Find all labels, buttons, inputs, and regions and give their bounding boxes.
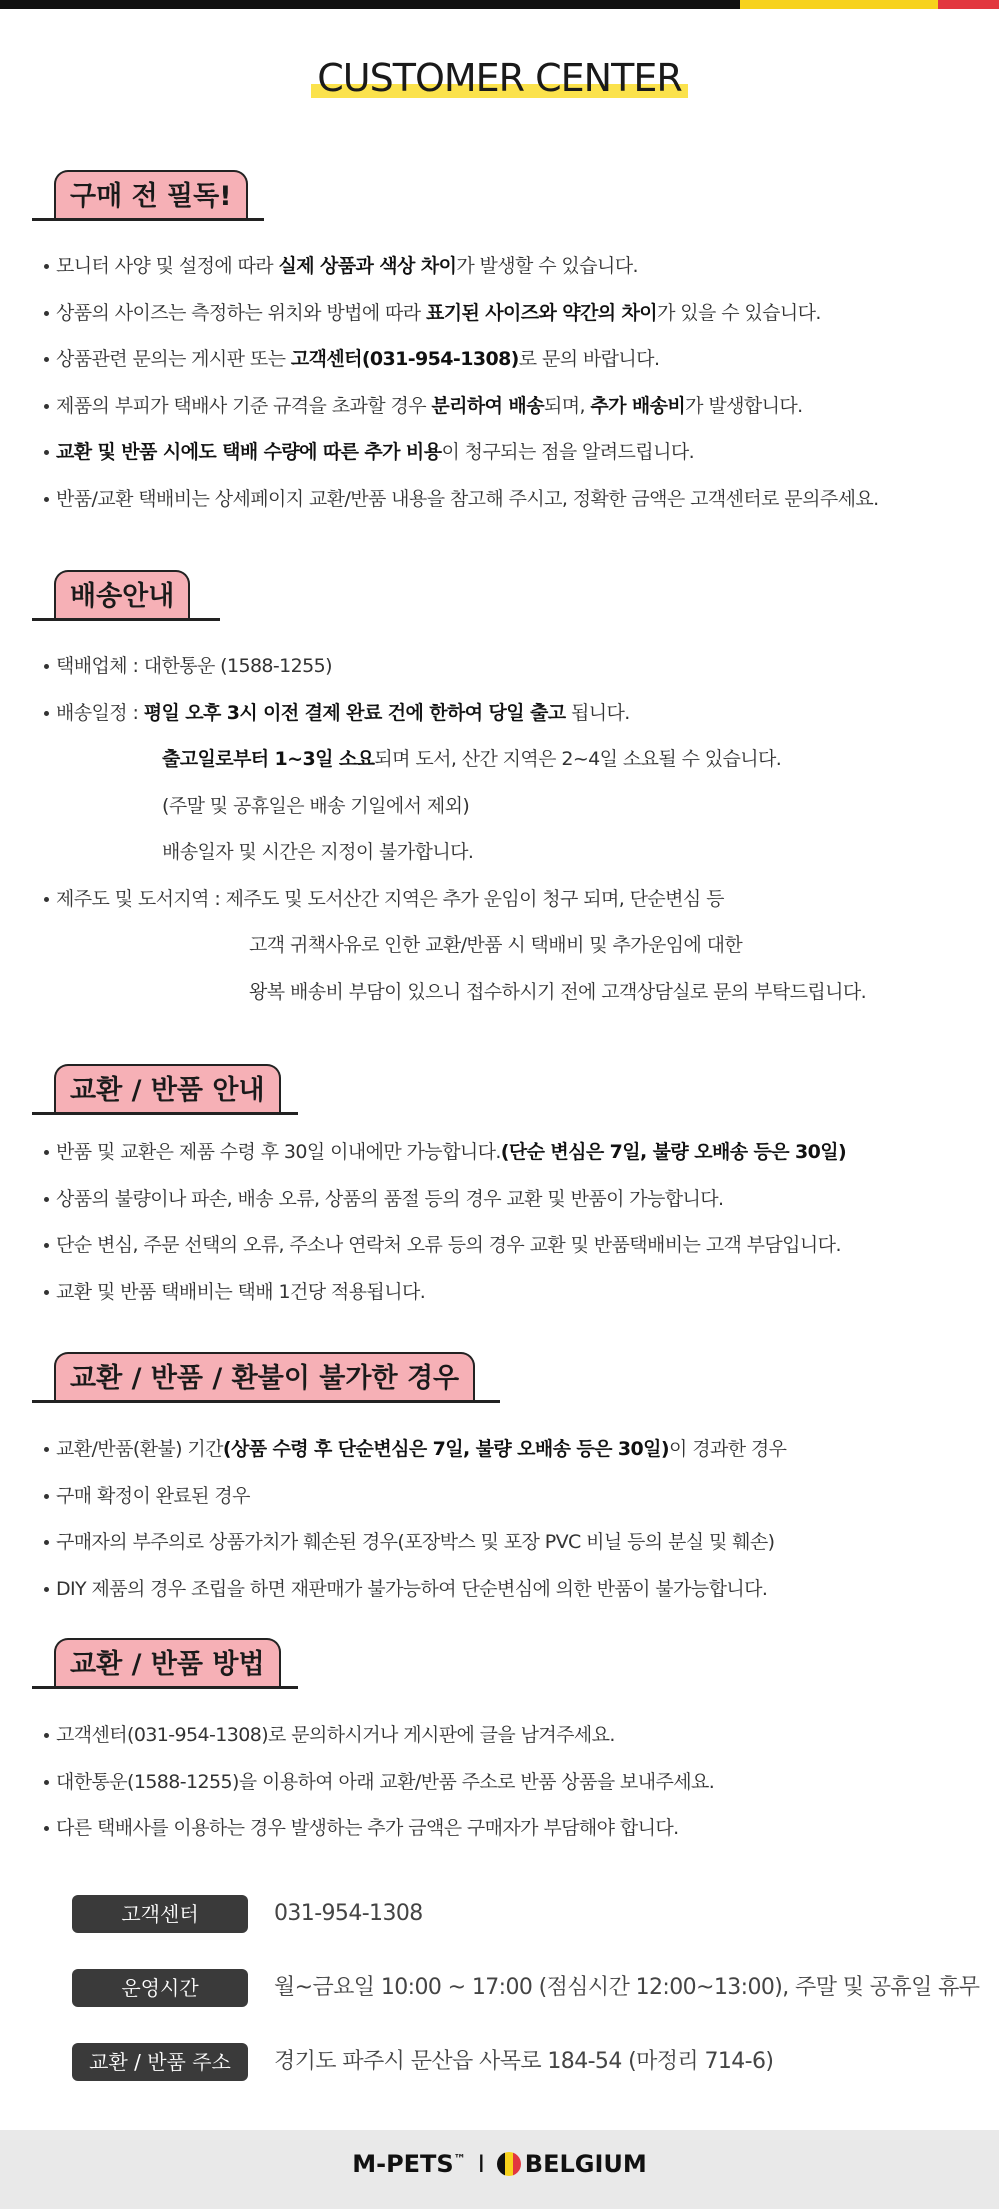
emphasis-text: 출고일로부터 1~3일 소요 — [162, 748, 375, 770]
item-text: 이 청구되는 점을 알려드립니다. — [441, 441, 695, 463]
footer — [0, 2130, 999, 2209]
item-text: 택배업체 : 대한통운 (1588-1255) — [56, 655, 332, 677]
section-list-exchange-method — [56, 1712, 714, 1852]
item-text: 반품/교환 택배비는 상세페이지 교환/반품 내용을 참고해 주시고, 정확한 금액은 고객센터로 문의주세요. — [56, 487, 879, 510]
item-text: 배송일정 : — [56, 701, 144, 724]
list-item — [56, 1176, 846, 1223]
list-item — [56, 476, 879, 523]
item-text: (주말 및 공휴일은 배송 기일에서 제외) — [162, 794, 470, 817]
section-title-exchange-unavailable — [32, 1352, 500, 1412]
info-label: 고객센터 — [72, 1895, 248, 1933]
section-title-must-read — [32, 170, 264, 230]
item-text: 모니터 사양 및 설정에 따라 — [56, 255, 279, 277]
belgium-flag-icon — [497, 2152, 521, 2176]
brand-separator: I — [477, 2150, 485, 2178]
item-text: 제주도 및 도서지역 : 제주도 및 도서산간 지역은 추가 운임이 청구 되며, 단순변심 등 — [56, 887, 724, 910]
list-item — [56, 290, 879, 337]
emphasis-text: 분리하여 배송 — [431, 394, 544, 417]
list-item — [56, 1712, 714, 1759]
section-tab: 교환 / 반품 방법 — [54, 1638, 281, 1688]
item-text: 되며 도서, 산간 지역은 2~4일 소요될 수 있습니다. — [374, 748, 782, 770]
emphasis-text: 추가 배송비 — [590, 394, 686, 417]
list-item — [56, 829, 866, 876]
info-label: 운영시간 — [72, 1969, 248, 2007]
item-text: 됩니다. — [565, 701, 630, 724]
section-list-exchange-unavailable — [56, 1426, 786, 1612]
info-value-phone: 031-954-1308 — [274, 1901, 423, 1926]
info-value-hours: 월~금요일 10:00 ~ 17:00 (점심시간 12:00~13:00), 주말 및 공휴일 휴무 — [274, 1975, 980, 2000]
section-tab: 교환 / 반품 안내 — [54, 1064, 281, 1114]
emphasis-text: 평일 오후 3시 이전 결제 완료 건에 한하여 당일 출고 — [143, 701, 566, 724]
item-text: 대한통운(1588-1255)을 이용하여 아래 교환/반품 주소로 반품 상품을 보내주세요. — [56, 1770, 715, 1793]
list-item — [56, 643, 866, 690]
item-text: 가 발생합니다. — [685, 394, 803, 417]
info-value-address: 경기도 파주시 문산읍 사목로 184-54 (마정리 714-6) — [274, 2049, 774, 2074]
section-list-shipping — [56, 643, 866, 1015]
info-label: 교환 / 반품 주소 — [72, 2043, 248, 2081]
item-text: 상품관련 문의는 게시판 또는 — [56, 348, 291, 370]
emphasis-text: (단순 변심은 7일, 불량 오배송 등은 30일) — [500, 1141, 847, 1163]
item-text: 반품 및 교환은 제품 수령 후 30일 이내에만 가능합니다. — [56, 1141, 501, 1163]
section-tab: 배송안내 — [54, 570, 190, 620]
list-item — [56, 429, 879, 476]
item-text: 가 있을 수 있습니다. — [657, 301, 821, 324]
item-text: 상품의 불량이나 파손, 배송 오류, 상품의 품절 등의 경우 교환 및 반품이 가능합니다. — [56, 1187, 724, 1210]
section-list-must-read — [56, 243, 879, 522]
section-rule — [32, 1686, 298, 1689]
item-text: 로 문의 바랍니다. — [518, 348, 660, 370]
list-item — [56, 1426, 786, 1473]
list-item — [56, 876, 866, 923]
emphasis-text: 고객센터(031-954-1308) — [290, 348, 519, 370]
section-list-exchange-info — [56, 1129, 846, 1315]
list-item — [56, 383, 879, 430]
item-text: 배송일자 및 시간은 지정이 불가합니다. — [162, 841, 474, 863]
section-tab: 교환 / 반품 / 환불이 불가한 경우 — [54, 1352, 475, 1402]
item-text: 왕복 배송비 부담이 있으니 접수하시기 전에 고객상담실로 문의 부탁드립니다. — [249, 980, 867, 1003]
list-item — [56, 1566, 786, 1613]
item-text: 다른 택배사를 이용하는 경우 발생하는 추가 금액은 구매자가 부담해야 합니다. — [56, 1817, 679, 1839]
brand-logo — [0, 2150, 999, 2178]
list-item — [56, 1519, 786, 1566]
brand-name-mpets: M-PETS — [352, 2150, 454, 2178]
list-item — [56, 1473, 786, 1520]
item-text: 단순 변심, 주문 선택의 오류, 주소나 연락처 오류 등의 경우 교환 및 반품택배비는 고객 부담입니다. — [56, 1234, 841, 1256]
list-item — [56, 1222, 846, 1269]
item-text: 고객센터(031-954-1308)로 문의하시거나 게시판에 글을 남겨주세요. — [56, 1724, 615, 1746]
section-tab: 구매 전 필독! — [54, 170, 248, 220]
section-rule — [32, 1400, 500, 1403]
section-rule — [32, 218, 264, 221]
item-text: 가 발생할 수 있습니다. — [456, 255, 638, 277]
section-title-exchange-method — [32, 1638, 298, 1698]
item-text: DIY 제품의 경우 조립을 하면 재판매가 불가능하여 단순변심에 의한 반품이 불가능합니다. — [56, 1577, 768, 1600]
list-item — [56, 969, 866, 1016]
list-item — [56, 243, 879, 290]
item-text: 되며, — [543, 394, 591, 417]
list-item — [56, 1129, 846, 1176]
item-text: 이 경과한 경우 — [669, 1438, 787, 1460]
emphasis-text: 교환 및 반품 시에도 택배 수량에 따른 추가 비용 — [56, 441, 442, 463]
top-bar-yellow-segment — [740, 0, 938, 9]
list-item — [56, 783, 866, 830]
item-text: 구매자의 부주의로 상품가치가 훼손된 경우(포장박스 및 포장 PVC 비닐 등의 분실 및 훼손) — [56, 1531, 775, 1553]
list-item — [56, 690, 866, 737]
item-text: 교환 및 반품 택배비는 택배 1건당 적용됩니다. — [56, 1280, 426, 1303]
top-bar-red-segment — [938, 0, 999, 9]
item-text: 제품의 부피가 택배사 기준 규격을 초과할 경우 — [56, 394, 432, 417]
top-color-bar — [0, 0, 999, 9]
item-text: 구매 확정이 완료된 경우 — [56, 1484, 250, 1507]
section-rule — [32, 1112, 298, 1115]
item-text: 상품의 사이즈는 측정하는 위치와 방법에 따라 — [56, 301, 426, 324]
emphasis-text: 표기된 사이즈와 약간의 차이 — [425, 301, 658, 324]
page-title: CUSTOMER CENTER — [313, 56, 685, 100]
list-item — [56, 336, 879, 383]
emphasis-text: (상품 수령 후 단순변심은 7일, 불량 오배송 등은 30일) — [222, 1438, 669, 1460]
emphasis-text: 실제 상품과 색상 차이 — [278, 255, 457, 277]
list-item — [56, 1269, 846, 1316]
brand-name-belgium: BELGIUM — [524, 2150, 647, 2178]
list-item — [56, 736, 866, 783]
list-item — [56, 1759, 714, 1806]
list-item — [56, 922, 866, 969]
section-rule — [32, 618, 220, 621]
section-title-shipping — [32, 570, 220, 630]
trademark-mark: ™ — [453, 2152, 466, 2166]
item-text: 교환/반품(환불) 기간 — [56, 1438, 223, 1460]
item-text: 고객 귀책사유로 인한 교환/반품 시 택배비 및 추가운임에 대한 — [249, 934, 743, 956]
section-title-exchange-info — [32, 1064, 298, 1124]
page-title-wrap — [0, 56, 999, 100]
list-item — [56, 1805, 714, 1852]
